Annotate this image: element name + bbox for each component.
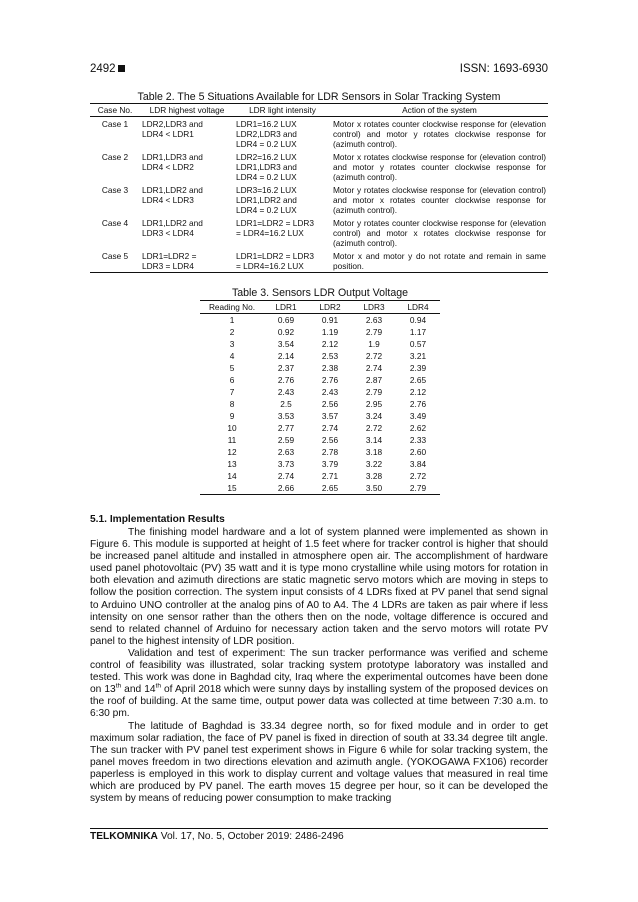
table2-row (90, 249, 548, 273)
table3-cell: 2.62 (409, 423, 427, 433)
table3 (200, 300, 440, 495)
table2-intensity-cell: LDR3=16.2 LUX LDR1,LDR2 and LDR4 = 0.2 LUX (236, 185, 297, 215)
table2-case-cell: Case 5 (90, 249, 140, 273)
table3-cell: 3.79 (321, 459, 339, 469)
table3-col-ldr1: LDR1 (264, 301, 308, 314)
table3-cell: 3.18 (365, 447, 383, 457)
table2-case-cell: Case 2 (101, 152, 129, 162)
table3-cell: 14 (227, 471, 237, 481)
table3-cell: 2.56 (321, 399, 339, 409)
table3-cell: 0.69 (277, 315, 295, 325)
table3-cell: 3 (229, 339, 235, 349)
table3-cell: 3.22 (365, 459, 383, 469)
table3-cell: 2.43 (277, 387, 295, 397)
table3-cell: 3.21 (409, 351, 427, 361)
table3-cell: 2.74 (277, 471, 295, 481)
page-number: 2492 (90, 63, 116, 75)
table3-cell: 2.74 (321, 423, 339, 433)
journal-name: TELKOMNIKA (90, 831, 158, 842)
table3-cell: 3.54 (277, 339, 295, 349)
table3-cell: 2.59 (277, 435, 295, 445)
table2-case-cell: Case 4 (101, 218, 129, 228)
table3-cell: 2.95 (365, 399, 383, 409)
table3-cell: 0.94 (409, 315, 427, 325)
table3-cell: 10 (227, 423, 237, 433)
footer-divider (90, 828, 548, 829)
table2-caption: Table 2. The 5 Situations Available for LDR Sensors in Solar Tracking System (137, 91, 501, 103)
table3-cell: 2.77 (277, 423, 295, 433)
table3-row (200, 350, 440, 362)
paragraph-1: The finishing model hardware and a lot of system planned were implemented as shown in Figure 6. This module is supported at height of 1.5 feet where for tracker control is higher that should be increased panel altitude and installed in atmosphere open air. The accomplishment of hardware used panel photovoltaic (PV) 35 watt and it is type mono crystalline while using motors for rotation in both elevation and azimuth directions are static magnetic servo motors which are moving in steps to follow the position correction. The system input consists of 4 LDRs fixed at PV panel that send signal to Arduino UNO controller at the analog pins of A0 to A4. The 4 LDRs are taken as pair where if less intensity on one sensor rather than the others then on the node, voltage difference is occured and send to related channel of Arduino for necessary action taken and the servo motors will rotate PV panel to the highest intensity of LDR position. (90, 527, 548, 647)
table2-intensity-cell: LDR1=16.2 LUX LDR2,LDR3 and LDR4 = 0.2 LUX (236, 119, 297, 149)
table2-action-cell: Motor x and motor y do not rotate and remain in same position. (333, 251, 546, 271)
table2-intensity-cell: LDR2=16.2 LUX LDR1,LDR3 and LDR4 = 0.2 LUX (236, 152, 297, 182)
body-text (90, 527, 548, 805)
table3-col-ldr2: LDR2 (308, 301, 352, 314)
table3-cell: 2.14 (277, 351, 295, 361)
table3-cell: 2.65 (409, 375, 427, 385)
table3-cell: 2.72 (409, 471, 427, 481)
table3-cell: 3.14 (365, 435, 383, 445)
table3-row (200, 458, 440, 470)
table2-col-voltage: LDR highest voltage (140, 104, 234, 117)
table3-cell: 0.91 (321, 315, 339, 325)
table3-cell: 2.72 (365, 423, 383, 433)
section-heading: 5.1. Implementation Results (90, 514, 225, 525)
table2-voltage-cell: LDR1,LDR3 and LDR4 < LDR2 (142, 152, 203, 172)
table2-row (90, 150, 548, 183)
table3-cell: 2.74 (365, 363, 383, 373)
table3-cell: 2 (229, 327, 235, 337)
table3-cell: 2.39 (409, 363, 427, 373)
table2-voltage-cell: LDR1=LDR2 = LDR3 = LDR4 (140, 249, 234, 273)
table3-cell: 2.53 (321, 351, 339, 361)
table3-cell: 2.79 (365, 387, 383, 397)
table3-row (200, 398, 440, 410)
table3-cell: 3.24 (365, 411, 383, 421)
table3-cell: 3.84 (409, 459, 427, 469)
table3-cell: 1.9 (368, 339, 380, 349)
table3-cell: 5 (229, 363, 235, 373)
table3-row (200, 326, 440, 338)
paragraph-2: Validation and test of experiment: The sun tracker performance was verified and scheme control of feasibility was illustrated, solar tracking system prototype laboratory was installed and tested. This work was done in Baghdad city, Iraq where the experimental outcomes have been done on 13th and 14th of April 2018 which were sunny days by installing system of the proposed devices on the roof of building. At the same time, output power data was collected at time between 7:30 a.m. to 6:30 pm. (90, 647, 548, 720)
table3-cell: 2.63 (277, 447, 295, 457)
table2-col-case: Case No. (90, 104, 140, 117)
table3-row (200, 362, 440, 374)
table2-intensity-cell: LDR1=LDR2 = LDR3 = LDR4=16.2 LUX (236, 218, 314, 238)
table3-cell: 2.12 (321, 339, 339, 349)
table3-cell: 3.53 (277, 411, 295, 421)
table3-cell: 9 (229, 411, 235, 421)
table3-cell: 12 (227, 447, 237, 457)
table2-row (90, 183, 548, 216)
table3-caption: Table 3. Sensors LDR Output Voltage (231, 287, 409, 299)
table3-cell: 15 (200, 482, 264, 495)
running-header (90, 63, 548, 77)
table2-action-cell: Motor y rotates counter clockwise response for (elevation control) and motor x rotates clockwise response for (azimuth control). (333, 218, 546, 248)
table3-cell: 1 (229, 315, 235, 325)
table3-cell: 2.72 (365, 351, 383, 361)
table3-cell: 2.33 (409, 435, 427, 445)
table3-col-ldr4: LDR4 (396, 301, 440, 314)
table2-row (90, 117, 548, 151)
table3-cell: 2.76 (321, 375, 339, 385)
table3-cell: 2.87 (365, 375, 383, 385)
table3-row (200, 482, 440, 495)
table3-row (200, 374, 440, 386)
table3-cell: 3.57 (321, 411, 339, 421)
citation: Vol. 17, No. 5, October 2019: 2486-2496 (157, 831, 344, 842)
table3-cell: 2.5 (280, 399, 292, 409)
table3-col-ldr3: LDR3 (352, 301, 396, 314)
table3-header-row (200, 301, 440, 314)
table3-cell: 0.92 (277, 327, 295, 337)
table3-row (200, 434, 440, 446)
table3-row (200, 422, 440, 434)
table3-row (200, 446, 440, 458)
table3-cell: 2.63 (365, 315, 383, 325)
table2-voltage-cell: LDR1,LDR2 and LDR3 < LDR4 (142, 218, 203, 238)
table3-cell: 0.57 (409, 339, 427, 349)
table3-cell: 2.56 (321, 435, 339, 445)
table3-cell: 3.28 (365, 471, 383, 481)
table3-cell: 3.50 (352, 482, 396, 495)
table2-case-cell: Case 1 (101, 119, 129, 129)
table3-cell: 2.37 (277, 363, 295, 373)
table3-cell: 2.76 (277, 375, 295, 385)
table2 (90, 103, 548, 273)
table3-cell: 2.71 (321, 471, 339, 481)
table3-cell: 2.79 (396, 482, 440, 495)
table2-voltage-cell: LDR1,LDR2 and LDR4 < LDR3 (142, 185, 203, 205)
table2-action-cell: Motor x rotates clockwise response for (elevation control) and motor y rotates counter clockwise response for (azimuth control). (333, 152, 546, 182)
table2-action-cell: Motor y rotates clockwise response for (elevation control) and motor x rotates counter clockwise response for (azimuth control). (333, 185, 546, 215)
table3-cell: 13 (227, 459, 237, 469)
table3-cell: 8 (229, 399, 235, 409)
table3-cell: 1.19 (321, 327, 339, 337)
table3-cell: 1.17 (409, 327, 427, 337)
table3-cell: 4 (229, 351, 235, 361)
table3-cell: 2.79 (365, 327, 383, 337)
table3-row (200, 314, 440, 327)
table3-row (200, 386, 440, 398)
table2-col-action: Action of the system (331, 104, 548, 117)
running-footer (90, 831, 344, 842)
table2-row (90, 216, 548, 249)
table2-header-row (90, 104, 548, 117)
table3-cell: 2.78 (321, 447, 339, 457)
table2-col-intensity: LDR light intensity (234, 104, 331, 117)
table2-voltage-cell: LDR2,LDR3 and LDR4 < LDR1 (142, 119, 203, 139)
table3-cell: 2.38 (321, 363, 339, 373)
paragraph-3: The latitude of Baghdad is 33.34 degree north, so for fixed module and in order to get maximum solar radiation, the face of PV panel is fixed in direction of south at 33.34 degree tilt angle. The sun tracker with PV panel test experiment shows in Figure 6 while for solar tracking system, the panel moves freedom in two directions elevation and azimuth angle. (YOKOGAWA FX106) recorder paperless is employed in this work to display current and voltage values that measured in real time which are produced by PV panel. The earth moves 15 degree per hour, so it can be developed the system by means of reducing power consumption to make tracking (90, 720, 548, 805)
table3-cell: 11 (227, 435, 237, 445)
table3-cell: 2.66 (264, 482, 308, 495)
square-bullet-icon (118, 65, 125, 72)
table3-cell: 7 (229, 387, 235, 397)
table3-col-reading: Reading No. (200, 301, 264, 314)
table3-row (200, 470, 440, 482)
table2-case-cell: Case 3 (101, 185, 129, 195)
table3-cell: 3.49 (409, 411, 427, 421)
table3-row (200, 410, 440, 422)
table3-cell: 2.12 (409, 387, 427, 397)
table3-cell: 2.65 (308, 482, 352, 495)
table3-cell: 2.43 (321, 387, 339, 397)
table3-cell: 2.60 (409, 447, 427, 457)
issn: ISSN: 1693-6930 (459, 63, 548, 75)
table3-cell: 2.76 (409, 399, 427, 409)
table3-row (200, 338, 440, 350)
table3-cell: 3.73 (277, 459, 295, 469)
table3-cell: 6 (229, 375, 235, 385)
table2-intensity-cell: LDR1=LDR2 = LDR3 = LDR4=16.2 LUX (234, 249, 331, 273)
table2-action-cell: Motor x rotates counter clockwise response for (elevation control) and motor y rotates clockwise response for (azimuth control). (333, 119, 546, 149)
